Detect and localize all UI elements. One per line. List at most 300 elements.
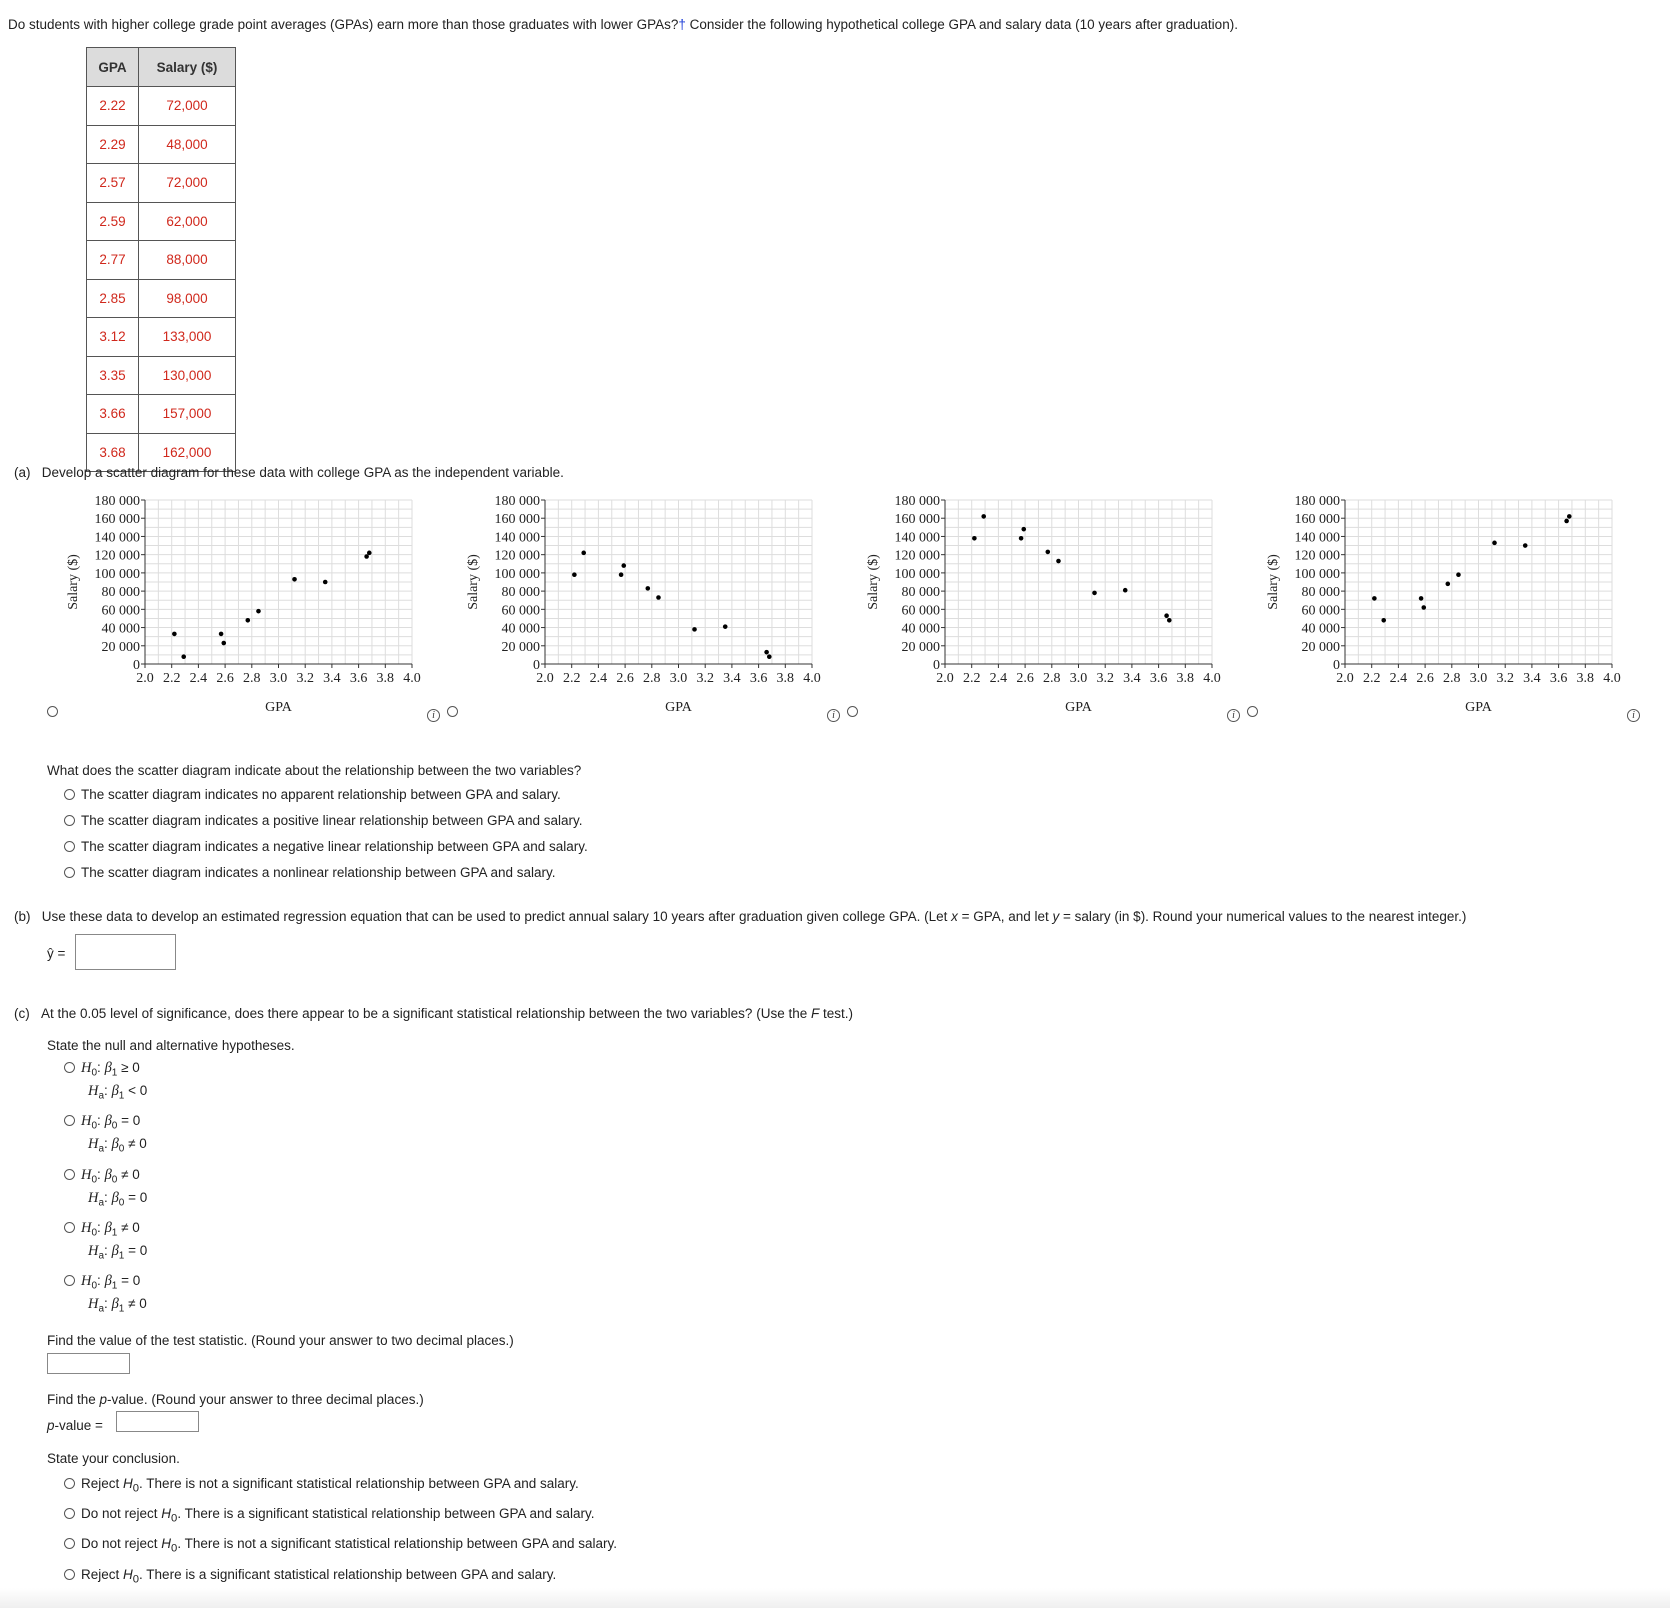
h0-relation: ≥ 0 — [117, 1060, 140, 1075]
table-cell-gpa: 2.85 — [87, 279, 139, 318]
x-tick-label: 2.4 — [1389, 671, 1408, 686]
radio-button[interactable] — [64, 1169, 75, 1180]
x-tick-label: 3.6 — [1149, 671, 1168, 686]
x-tick-label: 2.0 — [1336, 671, 1354, 686]
table-row — [87, 318, 236, 357]
hypothesis-option[interactable] — [64, 1273, 147, 1314]
ha-relation: = 0 — [124, 1189, 148, 1205]
data-point — [292, 577, 297, 582]
y-tick-label: 0 — [933, 658, 940, 673]
y-tick-label: 100 000 — [94, 566, 140, 582]
data-point — [1456, 572, 1461, 577]
h-symbol: H — [88, 1242, 99, 1259]
y-axis-label: Salary ($) — [466, 554, 481, 610]
beta-symbol: β — [104, 1060, 112, 1076]
hypothesis-option[interactable] — [64, 1113, 147, 1154]
y-tick-label: 0 — [133, 658, 140, 673]
data-point — [1564, 519, 1569, 524]
conclusion-option[interactable] — [64, 1536, 617, 1555]
y-tick-label: 100 000 — [1294, 566, 1340, 582]
y-tick-label: 160 000 — [94, 512, 140, 528]
data-point — [256, 609, 261, 614]
data-point — [619, 572, 624, 577]
x-tick-label: 2.8 — [643, 671, 661, 686]
colon: : — [97, 1113, 105, 1128]
data-point — [1123, 588, 1128, 593]
info-icon[interactable]: i — [1227, 709, 1240, 722]
h-symbol: H — [161, 1536, 172, 1551]
y-tick-label: 80 000 — [1301, 585, 1340, 601]
part-c-text-2: test.) — [819, 1006, 853, 1021]
y-tick-label: 40 000 — [501, 621, 540, 637]
scatter-option-4-radio[interactable] — [1247, 706, 1258, 717]
alt-sub: a — [98, 1143, 105, 1155]
y-tick-label: 160 000 — [894, 512, 940, 528]
test-statistic-input[interactable] — [47, 1353, 130, 1374]
x-tick-label: 2.2 — [962, 671, 981, 686]
colon: : — [97, 1167, 105, 1182]
y-tick-label: 180 000 — [494, 494, 540, 509]
y-tick-label: 20 000 — [101, 639, 140, 655]
beta-symbol: β — [104, 1113, 112, 1129]
data-point — [1523, 543, 1528, 548]
data-point — [581, 551, 586, 556]
table-cell-gpa: 3.12 — [87, 318, 139, 357]
scatter-option-1-radio[interactable] — [47, 706, 58, 717]
x-tick-label: 4.0 — [1603, 671, 1621, 686]
x-tick-label: 3.6 — [749, 671, 768, 686]
x-tick-label: 2.4 — [189, 671, 208, 686]
conclusion-post: . There is a significant statistical relationship between GPA and salary. — [139, 1567, 557, 1582]
x-axis-label: GPA — [1465, 700, 1492, 715]
relationship-option[interactable] — [64, 839, 588, 854]
null-sub: 0 — [132, 1573, 140, 1586]
conclusion-post: . There is a significant statistical relationship between GPA and salary. — [177, 1506, 595, 1521]
data-point — [181, 654, 186, 659]
x-tick-label: 2.2 — [562, 671, 581, 686]
pvalue-prompt — [47, 1392, 424, 1407]
part-c-label: (c) — [14, 1006, 30, 1021]
table-cell-salary: 62,000 — [139, 202, 236, 241]
part-b-text-2: = GPA, and let — [957, 909, 1053, 924]
table-cell-gpa: 3.66 — [87, 395, 139, 434]
table-row — [87, 395, 236, 434]
h-symbol: H — [161, 1506, 172, 1521]
colon: : — [97, 1220, 105, 1235]
x-tick-label: 3.8 — [776, 671, 795, 686]
x-tick-label: 2.8 — [1443, 671, 1461, 686]
null-sub: 0 — [91, 1227, 98, 1239]
alt-sub: a — [98, 1303, 105, 1315]
test-stat-prompt: Find the value of the test statistic. (Round your answer to two decimal places.) — [47, 1333, 514, 1348]
h-symbol: H — [123, 1476, 133, 1491]
h-symbol: H — [81, 1060, 92, 1076]
x-tick-label: 4.0 — [1203, 671, 1221, 686]
x-tick-label: 2.4 — [589, 671, 608, 686]
y-tick-label: 60 000 — [901, 603, 940, 619]
data-point — [1567, 514, 1572, 519]
conclusion-pre: Do not reject — [81, 1536, 162, 1551]
data-point — [1056, 559, 1061, 564]
null-sub: 0 — [91, 1120, 98, 1132]
x-tick-label: 2.2 — [162, 671, 181, 686]
hypothesis-option[interactable] — [64, 1220, 147, 1261]
x-axis-label: GPA — [1065, 700, 1092, 715]
relationship-question: What does the scatter diagram indicate about the relationship between the two variables? — [47, 763, 582, 778]
y-axis-label: Salary ($) — [866, 554, 881, 610]
info-icon[interactable]: i — [427, 709, 440, 722]
table-row — [87, 125, 236, 164]
h-symbol: H — [88, 1295, 99, 1312]
x-tick-label: 3.2 — [1496, 671, 1514, 686]
h-symbol: H — [88, 1189, 99, 1206]
scatter-option-3-radio[interactable] — [847, 706, 858, 717]
data-point — [767, 654, 772, 659]
y-tick-label: 40 000 — [101, 621, 140, 637]
f-letter: F — [810, 1006, 820, 1021]
x-tick-label: 3.4 — [1123, 671, 1141, 686]
y-tick-label: 140 000 — [94, 530, 140, 546]
data-point — [1421, 605, 1426, 610]
beta-symbol: β — [111, 1082, 119, 1099]
y-axis-label: Salary ($) — [1266, 554, 1281, 610]
table-header-gpa: GPA — [87, 48, 139, 87]
relationship-option[interactable] — [64, 865, 556, 880]
radio-button[interactable] — [64, 1115, 75, 1126]
table-row — [87, 356, 236, 395]
colon: : — [104, 1242, 112, 1258]
pvalue-input[interactable] — [116, 1411, 199, 1432]
part-b-text-3: = salary (in $). Round your numerical values to the nearest integer.) — [1059, 909, 1467, 924]
data-point — [1164, 613, 1169, 618]
beta-sub: 1 — [118, 1090, 125, 1102]
x-tick-label: 2.4 — [989, 671, 1008, 686]
data-point — [367, 551, 372, 556]
y-tick-label: 180 000 — [894, 494, 940, 509]
x-tick-label: 2.6 — [1416, 671, 1434, 686]
table-cell-salary: 133,000 — [139, 318, 236, 357]
part-c-prompt — [14, 1006, 853, 1021]
x-tick-label: 3.8 — [1576, 671, 1595, 686]
radio-button[interactable] — [64, 1538, 75, 1549]
x-tick-label: 3.4 — [323, 671, 341, 686]
conclusion-pre: Do not reject — [81, 1506, 162, 1521]
option-text: The scatter diagram indicates no apparent relationship between GPA and salary. — [81, 787, 561, 802]
x-tick-label: 3.8 — [376, 671, 395, 686]
y-tick-label: 0 — [1333, 658, 1340, 673]
beta-sub: 0 — [118, 1143, 125, 1155]
data-point — [1167, 618, 1172, 623]
data-point — [572, 572, 577, 577]
scatter-plot-option-4 — [1255, 488, 1625, 723]
var-x: x — [951, 909, 958, 924]
table-cell-gpa: 2.29 — [87, 125, 139, 164]
h0-relation: ≠ 0 — [117, 1167, 140, 1182]
y-tick-label: 40 000 — [1301, 621, 1340, 637]
conclusion-option[interactable] — [64, 1476, 579, 1495]
data-point — [1019, 536, 1024, 541]
data-point — [645, 586, 650, 591]
regression-equation-input[interactable] — [75, 934, 176, 970]
x-tick-label: 3.4 — [1523, 671, 1541, 686]
y-tick-label: 120 000 — [494, 548, 540, 564]
y-tick-label: 60 000 — [1301, 603, 1340, 619]
y-tick-label: 140 000 — [1294, 530, 1340, 546]
part-b-text-1: Use these data to develop an estimated regression equation that can be used to predict annual salary 10 years after graduation given college GPA. (Let — [41, 909, 952, 924]
x-tick-label: 2.0 — [936, 671, 954, 686]
table-row — [87, 279, 236, 318]
part-b-prompt — [14, 909, 1466, 924]
hypothesis-option[interactable] — [64, 1060, 147, 1101]
radio-button[interactable] — [64, 1478, 75, 1489]
x-tick-label: 3.2 — [1096, 671, 1114, 686]
y-tick-label: 80 000 — [101, 585, 140, 601]
radio-button[interactable] — [64, 1062, 75, 1073]
table-cell-gpa: 3.68 — [87, 433, 139, 472]
h-symbol: H — [81, 1273, 92, 1289]
y-tick-label: 60 000 — [101, 603, 140, 619]
beta-symbol: β — [104, 1167, 112, 1183]
h-symbol: H — [81, 1167, 92, 1183]
radio-button[interactable] — [64, 1569, 75, 1580]
table-cell-gpa: 2.57 — [87, 164, 139, 203]
y-tick-label: 20 000 — [901, 639, 940, 655]
null-sub: 0 — [91, 1067, 98, 1079]
data-point — [621, 563, 626, 568]
x-tick-label: 2.8 — [1043, 671, 1061, 686]
option-text: The scatter diagram indicates a positive linear relationship between GPA and salary. — [81, 813, 583, 828]
beta-symbol: β — [104, 1220, 112, 1236]
gpa-salary-table — [86, 47, 236, 472]
data-point — [1419, 596, 1424, 601]
beta-symbol: β — [111, 1242, 119, 1259]
colon: : — [104, 1082, 112, 1098]
data-point — [981, 514, 986, 519]
x-tick-label: 2.8 — [243, 671, 261, 686]
table-cell-gpa: 2.77 — [87, 241, 139, 280]
h-symbol: H — [81, 1220, 92, 1236]
p-letter: p — [99, 1392, 108, 1407]
scatter-plot-option-3 — [855, 488, 1225, 723]
colon: : — [104, 1189, 112, 1205]
data-point — [1372, 596, 1377, 601]
ha-relation: ≠ 0 — [124, 1295, 147, 1311]
relationship-option[interactable] — [64, 787, 561, 802]
beta-sub: 1 — [111, 1227, 118, 1239]
h-symbol: H — [81, 1113, 92, 1129]
h0-relation: = 0 — [117, 1273, 141, 1288]
x-tick-label: 3.0 — [1469, 671, 1488, 686]
data-point — [723, 624, 728, 629]
table-row — [87, 202, 236, 241]
pvalue-label-text: -value = — [54, 1418, 103, 1433]
table-cell-salary: 162,000 — [139, 433, 236, 472]
beta-sub: 1 — [118, 1303, 125, 1315]
radio-button[interactable] — [64, 1508, 75, 1519]
radio-button[interactable] — [64, 1222, 75, 1233]
data-point — [1381, 618, 1386, 623]
table-cell-gpa: 2.22 — [87, 87, 139, 126]
y-tick-label: 180 000 — [1294, 494, 1340, 509]
table-row — [87, 241, 236, 280]
table-cell-salary: 72,000 — [139, 164, 236, 203]
conclusion-pre: Reject — [81, 1476, 124, 1491]
beta-sub: 1 — [111, 1067, 118, 1079]
y-tick-label: 160 000 — [1294, 512, 1340, 528]
table-cell-gpa: 3.35 — [87, 356, 139, 395]
intro-text-before: Do students with higher college grade point averages (GPAs) earn more than those graduates with lower GPAs? — [8, 17, 679, 32]
option-text: The scatter diagram indicates a negative linear relationship between GPA and salary. — [81, 839, 588, 854]
x-tick-label: 2.6 — [616, 671, 634, 686]
data-point — [172, 632, 177, 637]
y-tick-label: 120 000 — [894, 548, 940, 564]
x-tick-label: 3.2 — [696, 671, 714, 686]
h-symbol: H — [88, 1135, 99, 1152]
hypothesis-option[interactable] — [64, 1167, 147, 1208]
null-sub: 0 — [132, 1482, 140, 1495]
y-tick-label: 20 000 — [501, 639, 540, 655]
radio-button[interactable] — [64, 815, 75, 826]
null-sub: 0 — [171, 1542, 178, 1555]
table-row — [87, 164, 236, 203]
data-point — [764, 650, 769, 655]
x-tick-label: 2.6 — [1016, 671, 1034, 686]
table-cell-gpa: 2.59 — [87, 202, 139, 241]
ha-relation: = 0 — [124, 1242, 148, 1258]
conclusion-pre: Reject — [81, 1567, 124, 1582]
h-symbol: H — [88, 1082, 99, 1099]
radio-button[interactable] — [64, 1275, 75, 1286]
x-axis-label: GPA — [665, 700, 692, 715]
x-tick-label: 3.6 — [349, 671, 368, 686]
data-point — [245, 618, 250, 623]
x-tick-label: 2.0 — [136, 671, 154, 686]
part-a-label: (a) — [14, 465, 31, 480]
table-cell-salary: 72,000 — [139, 87, 236, 126]
radio-button[interactable] — [64, 841, 75, 852]
y-tick-label: 120 000 — [94, 548, 140, 564]
x-tick-label: 3.4 — [723, 671, 741, 686]
x-axis-label: GPA — [265, 700, 292, 715]
y-tick-label: 140 000 — [894, 530, 940, 546]
y-tick-label: 0 — [533, 658, 540, 673]
x-tick-label: 3.0 — [269, 671, 288, 686]
scatter-option-2-radio[interactable] — [447, 706, 458, 717]
ha-relation: < 0 — [124, 1082, 148, 1098]
colon: : — [97, 1273, 105, 1288]
page-bottom-fade — [0, 1588, 1670, 1608]
x-tick-label: 4.0 — [803, 671, 821, 686]
data-point — [1092, 591, 1097, 596]
beta-symbol: β — [111, 1295, 119, 1312]
part-b-label: (b) — [14, 909, 31, 924]
colon: : — [104, 1295, 112, 1311]
scatter-plot-option-2 — [455, 488, 825, 723]
table-cell-salary: 157,000 — [139, 395, 236, 434]
beta-sub: 0 — [111, 1120, 118, 1132]
scatter-plot-option-1 — [55, 488, 425, 723]
y-tick-label: 40 000 — [901, 621, 940, 637]
conclusion-prompt: State your conclusion. — [47, 1451, 180, 1466]
info-icon[interactable]: i — [1627, 709, 1640, 722]
data-point — [221, 641, 226, 646]
table-cell-salary: 98,000 — [139, 279, 236, 318]
intro-text — [8, 17, 1238, 32]
relationship-option[interactable] — [64, 813, 583, 828]
h-symbol: H — [123, 1567, 133, 1582]
table-cell-salary: 48,000 — [139, 125, 236, 164]
intro-text-after: Consider the following hypothetical college GPA and salary data (10 years after graduation). — [685, 17, 1238, 32]
h0-relation: ≠ 0 — [117, 1220, 140, 1235]
y-tick-label: 80 000 — [501, 585, 540, 601]
table-header-salary: Salary ($) — [139, 48, 236, 87]
hypotheses-prompt: State the null and alternative hypotheses. — [47, 1038, 295, 1053]
x-tick-label: 4.0 — [403, 671, 421, 686]
y-tick-label: 180 000 — [94, 494, 140, 509]
pvalue-label — [47, 1418, 103, 1433]
x-tick-label: 2.2 — [1362, 671, 1381, 686]
pvalue-prompt-text: -value. (Round your answer to three decimal places.) — [107, 1392, 424, 1407]
alt-sub: a — [98, 1250, 105, 1262]
data-point — [1445, 582, 1450, 587]
option-text: The scatter diagram indicates a nonlinear relationship between GPA and salary. — [81, 865, 556, 880]
data-point — [323, 580, 328, 585]
y-tick-label: 20 000 — [1301, 639, 1340, 655]
conclusion-post: . There is not a significant statistical relationship between GPA and salary. — [139, 1476, 579, 1491]
colon: : — [97, 1060, 105, 1075]
alt-sub: a — [98, 1090, 105, 1102]
data-point — [972, 536, 977, 541]
y-tick-label: 100 000 — [494, 566, 540, 582]
data-point — [656, 595, 661, 600]
conclusion-option[interactable] — [64, 1506, 595, 1525]
table-cell-salary: 130,000 — [139, 356, 236, 395]
part-a-text: Develop a scatter diagram for these data with college GPA as the independent variable. — [41, 465, 564, 480]
beta-sub: 1 — [118, 1250, 125, 1262]
y-tick-label: 60 000 — [501, 603, 540, 619]
data-point — [1045, 550, 1050, 555]
p-letter: p — [47, 1418, 55, 1433]
yhat-label: ŷ = — [47, 946, 66, 961]
beta-sub: 0 — [111, 1174, 118, 1186]
table-row — [87, 87, 236, 126]
y-tick-label: 80 000 — [901, 585, 940, 601]
x-tick-label: 3.0 — [1069, 671, 1088, 686]
data-point — [1021, 527, 1026, 532]
table-cell-salary: 88,000 — [139, 241, 236, 280]
x-tick-label: 2.0 — [536, 671, 554, 686]
part-c-text-1: At the 0.05 level of significance, does there appear to be a significant statistical relationship between the two variables? (Use the — [41, 1006, 811, 1021]
y-tick-label: 140 000 — [494, 530, 540, 546]
beta-symbol: β — [111, 1135, 119, 1152]
colon: : — [104, 1135, 112, 1151]
footnote-dagger-link[interactable]: † — [678, 17, 686, 32]
null-sub: 0 — [91, 1280, 98, 1292]
data-point — [1492, 541, 1497, 546]
ha-relation: ≠ 0 — [124, 1135, 147, 1151]
h0-relation: = 0 — [117, 1113, 141, 1128]
x-tick-label: 2.6 — [216, 671, 234, 686]
conclusion-option[interactable] — [64, 1567, 556, 1586]
find-the-text: Find the — [47, 1392, 100, 1407]
radio-button[interactable] — [64, 867, 75, 878]
beta-sub: 0 — [118, 1197, 125, 1209]
null-sub: 0 — [91, 1174, 98, 1186]
info-icon[interactable]: i — [827, 709, 840, 722]
x-tick-label: 3.8 — [1176, 671, 1195, 686]
y-tick-label: 100 000 — [894, 566, 940, 582]
radio-button[interactable] — [64, 789, 75, 800]
